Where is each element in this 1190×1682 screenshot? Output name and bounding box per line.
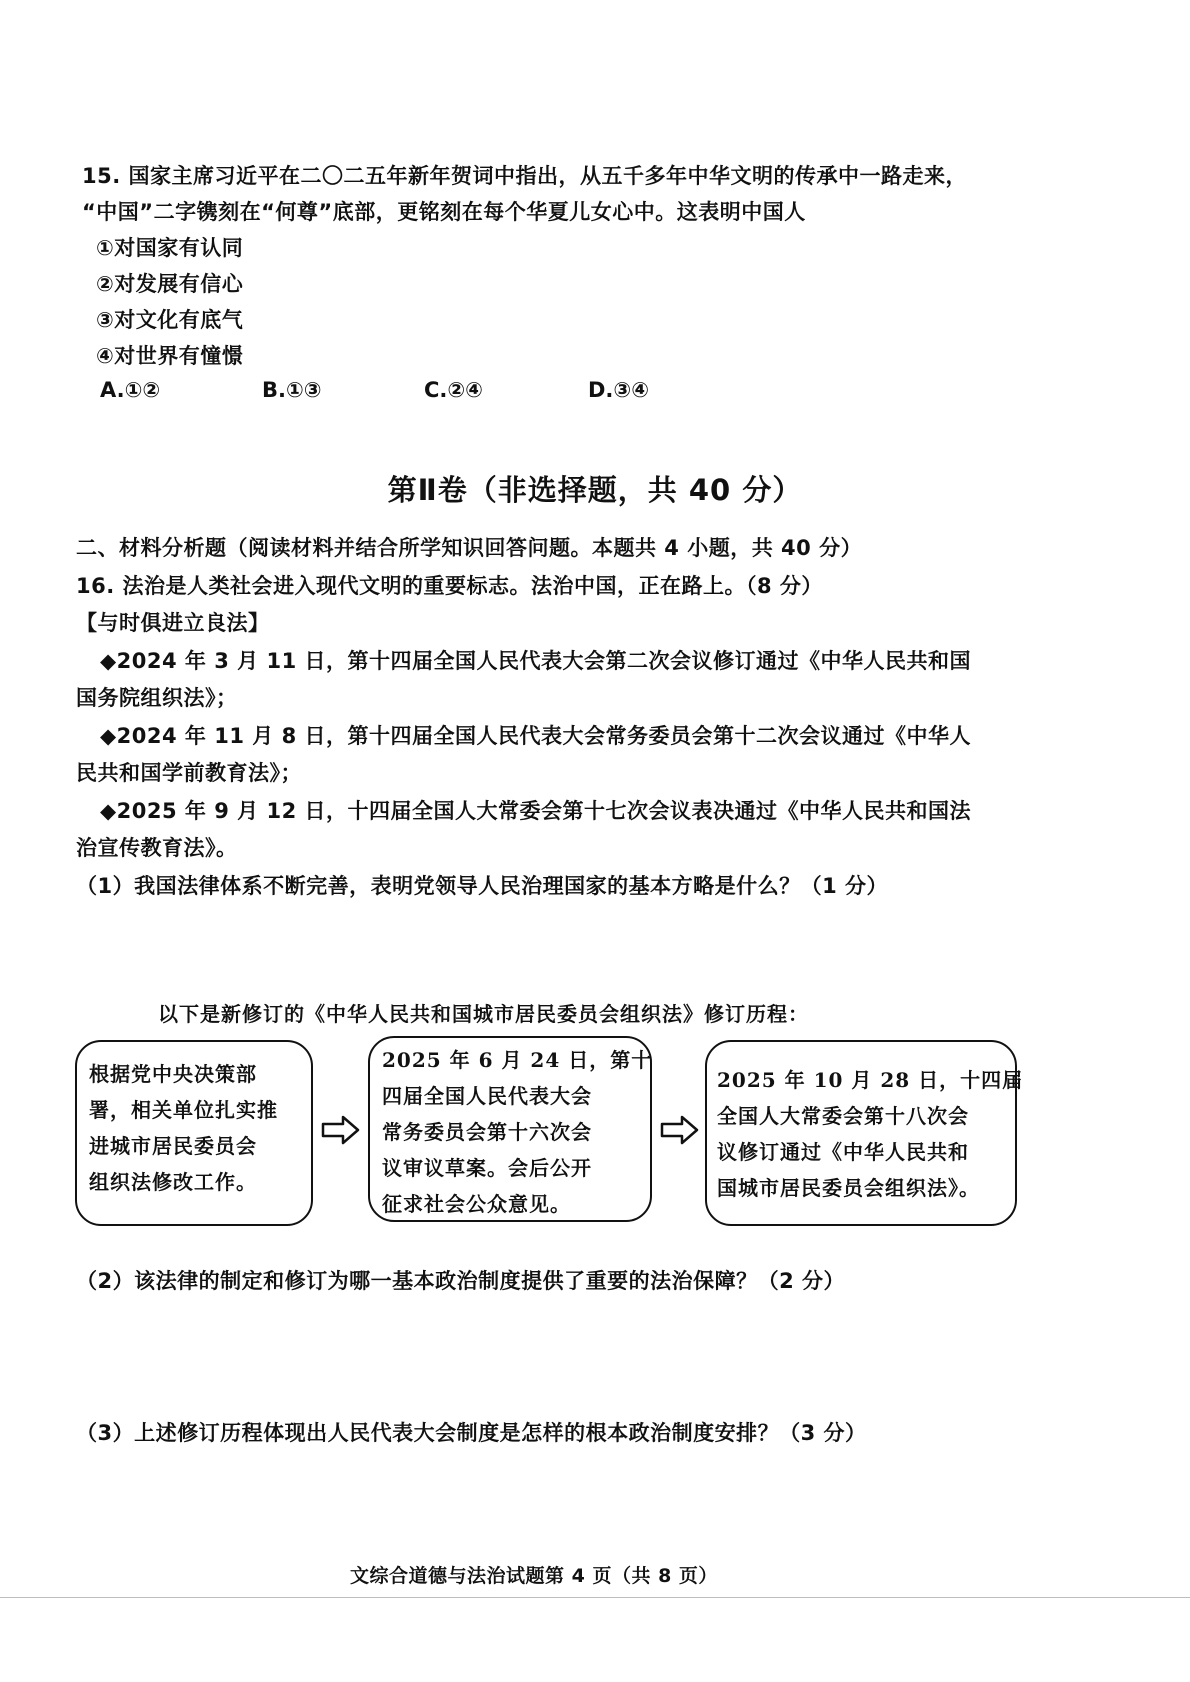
q16-material-3-line2: 治宣传教育法》。 bbox=[76, 836, 238, 860]
flow-step-3-line3: 议修订通过《中华人民共和 bbox=[717, 1140, 969, 1164]
flow-step-2 bbox=[368, 1036, 652, 1222]
q15-stem-line2: “中国”二字镌刻在“何尊”底部，更铭刻在每个华夏儿女心中。这表明中国人 bbox=[82, 200, 806, 224]
footer-divider bbox=[0, 1597, 1190, 1598]
flow-step-3-line4: 国城市居民委员会组织法》。 bbox=[717, 1176, 980, 1200]
q16-intro: 16. 法治是人类社会进入现代文明的重要标志。法治中国，正在路上。（8 分） bbox=[76, 574, 823, 598]
flow-step-2-line2: 四届全国人民代表大会 bbox=[382, 1084, 592, 1108]
flow-step-1 bbox=[75, 1040, 313, 1226]
flow-step-2-line1: 2025 年 6 月 24 日，第十 bbox=[382, 1048, 653, 1072]
flow-step-1-line3: 进城市居民委员会 bbox=[89, 1134, 257, 1158]
q15-option-a: A.①② bbox=[100, 378, 161, 402]
q15-stem-line1: 15. 国家主席习近平在二〇二五年新年贺词中指出，从五千多年中华文明的传承中一路走来， bbox=[82, 164, 968, 188]
page-footer: 文综合道德与法治试题第 4 页（共 8 页） bbox=[350, 1565, 718, 1587]
flow-arrow-right-icon bbox=[660, 1115, 700, 1145]
flow-step-2-line4: 议审议草案。会后公开 bbox=[382, 1156, 592, 1180]
q15-item-2: ②对发展有信心 bbox=[96, 272, 244, 296]
flow-arrow-right-icon bbox=[321, 1115, 361, 1145]
flow-step-3-line1: 2025 年 10 月 28 日，十四届 bbox=[717, 1068, 1024, 1092]
q15-option-c: C.②④ bbox=[424, 378, 483, 402]
q15-item-1: ①对国家有认同 bbox=[96, 236, 244, 260]
q15-option-b: B.①③ bbox=[262, 378, 322, 402]
q15-option-d: D.③④ bbox=[588, 378, 649, 402]
q16-material-1-line1: ◆2024 年 3 月 11 日，第十四届全国人民代表大会第二次会议修订通过《中华人民共和国 bbox=[100, 649, 971, 673]
q16-sub-question-3: （3）上述修订历程体现出人民代表大会制度是怎样的根本政治制度安排？（3 分） bbox=[76, 1421, 867, 1445]
q16-material-1-line2: 国务院组织法》； bbox=[76, 686, 238, 710]
flow-step-1-line2: 署，相关单位扎实推 bbox=[89, 1098, 278, 1122]
q16-sub-question-1: （1）我国法律体系不断完善，表明党领导人民治理国家的基本方略是什么？（1 分） bbox=[76, 874, 889, 898]
q15-item-3: ③对文化有底气 bbox=[96, 308, 244, 332]
flow-step-1-line1: 根据党中央决策部 bbox=[89, 1062, 257, 1086]
q16-heading: 【与时俱进立良法】 bbox=[76, 611, 270, 635]
flow-step-2-line3: 常务委员会第十六次会 bbox=[382, 1120, 592, 1144]
flow-caption: 以下是新修订的《中华人民共和国城市居民委员会组织法》修订历程： bbox=[158, 1002, 809, 1026]
q16-material-2-line1: ◆2024 年 11 月 8 日，第十四届全国人民代表大会常务委员会第十二次会议通过《中华人 bbox=[100, 724, 971, 748]
q16-sub-question-2: （2）该法律的制定和修订为哪一基本政治制度提供了重要的法治保障？（2 分） bbox=[76, 1269, 846, 1293]
flow-step-2-line5: 征求社会公众意见。 bbox=[382, 1192, 571, 1216]
section-subtitle: 二、材料分析题（阅读材料并结合所学知识回答问题。本题共 4 小题，共 40 分） bbox=[76, 536, 863, 560]
flow-step-1-line4: 组织法修改工作。 bbox=[89, 1170, 257, 1194]
q16-material-3-line1: ◆2025 年 9 月 12 日，十四届全国人大常委会第十七次会议表决通过《中华人民共和国法 bbox=[100, 799, 971, 823]
q15-item-4: ④对世界有憧憬 bbox=[96, 344, 244, 368]
flow-step-3 bbox=[705, 1040, 1024, 1226]
q16-material-2-line2: 民共和国学前教育法》； bbox=[76, 761, 302, 785]
flow-step-3-line2: 全国人大常委会第十八次会 bbox=[717, 1104, 969, 1128]
section-title: 第Ⅱ卷（非选择题，共 40 分） bbox=[387, 473, 803, 507]
